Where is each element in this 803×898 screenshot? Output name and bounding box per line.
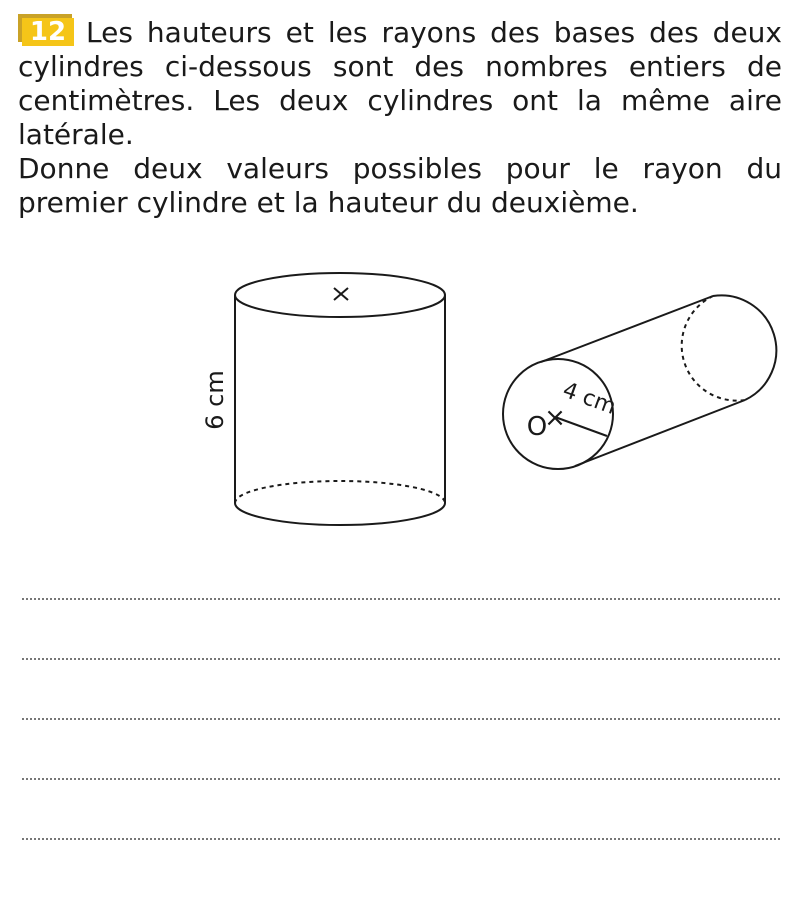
answer-lines: [22, 598, 780, 898]
answer-line[interactable]: [22, 718, 780, 722]
cylinder1-bottom-back-arc: [235, 481, 445, 503]
exercise-number: 12: [22, 18, 74, 46]
cylinder2-center-label: O: [526, 412, 548, 442]
cylinder2-center-marker: ×: [544, 403, 566, 433]
answer-line[interactable]: [22, 658, 780, 662]
cylinder1-center-cross: [334, 288, 348, 300]
cylinder2-radius-label: 4 cm: [559, 377, 620, 420]
cylinder1-height-label: 6 cm: [201, 370, 229, 430]
cylinder1-bottom-front-arc: [235, 503, 445, 525]
answer-line[interactable]: [22, 778, 780, 782]
cylinder2-back-visible-arc: [713, 295, 776, 400]
answer-line[interactable]: [22, 838, 780, 842]
statement-paragraph-2: Donne deux valeurs possibles pour le rayon du premier cylindre et la hauteur du deuxième.: [18, 152, 782, 219]
cylinder2-top-side: [541, 296, 713, 362]
paragraph-1-text: Les hauteurs et les rayons des bases des deux cylindres ci-dessous sont des nombres entiers de centimètres. Les deux cylindres ont la même aire latérale.: [18, 16, 782, 151]
cylinder2-back-hidden-arc: [682, 296, 745, 401]
answer-line[interactable]: [22, 598, 780, 602]
